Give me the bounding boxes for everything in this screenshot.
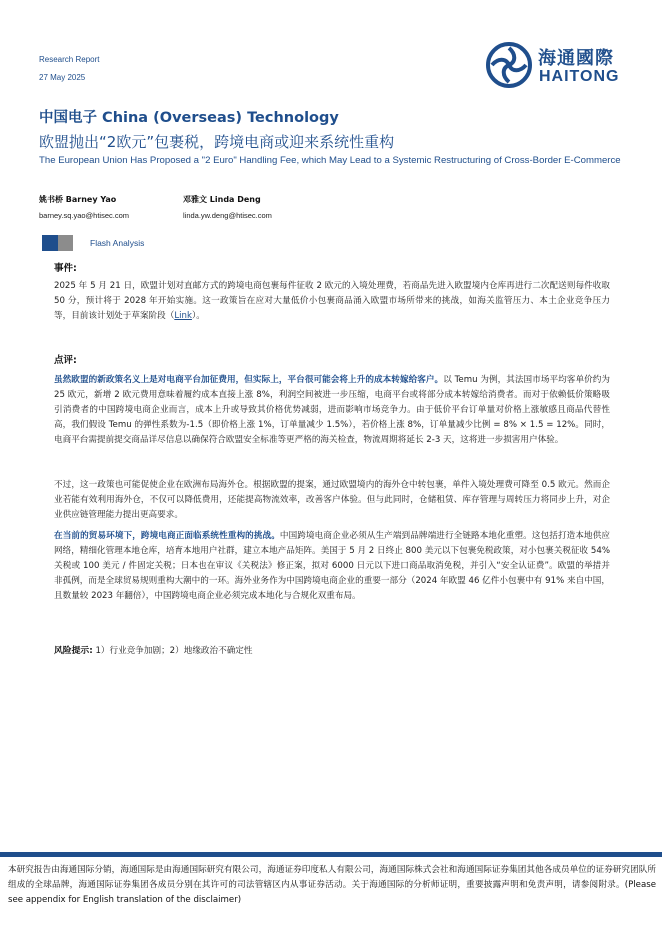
footer-disclaimer: 本研究报告由海通国际分销，海通国际是由海通国际研究有限公司，海通证券印度私人有限公司，海通国际株式会社和海通国际证券集团其他各成员单位的证券研究团队所组成的全球品牌，海通国际证券集团各成员分别在其许可的司法管辖区内从事证券活动。关于海通国际的分析师证明，重要披露声明和免责声明，请参阅附录。(Please see appendix for English translation of the disclaimer)	[8, 865, 656, 905]
author-1-name: 姚书桥 Barney Yao	[39, 195, 117, 204]
author-1-email[interactable]: barney.sq.yao@htisec.com	[39, 211, 130, 220]
event-label: 事件:	[54, 263, 77, 274]
event-link[interactable]: Link	[174, 311, 192, 321]
report-date: 27 May 2025	[39, 73, 86, 82]
footer-divider	[0, 852, 662, 857]
badge-dark-block	[42, 235, 58, 251]
haitong-logo	[486, 42, 636, 90]
risk-line	[54, 643, 252, 656]
report-type: Research Report	[39, 55, 100, 64]
comment-paragraph-3	[54, 529, 610, 604]
comment-paragraph-1	[54, 373, 610, 448]
logo-cn: 海通國際	[538, 48, 614, 69]
comment-paragraph-2	[54, 478, 610, 523]
author-2-email[interactable]: linda.yw.deng@htisec.com	[183, 211, 272, 220]
headline-en: The European Union Has Proposed a "2 Euro" Handling Fee, which May Lead to a Systemic Restructuring of Cross-Border E-Commerce	[39, 155, 621, 166]
logo-en: HAITONG	[539, 68, 620, 85]
event-text: 2025 年 5 月 21 日，欧盟计划对直邮方式的跨境电商包裹每件征收 2 欧元的入境处理费，若商品先进入欧盟境内仓库再进行二次配送则每件收取 50 分，预计将于 2028 年开始实施。这一政策旨在应对大量低价小包裹商品涌入欧盟市场所带来的挑战，如海关监管压力、本土企业竞争压力等，目前该计划处于草案阶段（	[54, 281, 610, 321]
comment-p1-bold: 虽然欧盟的新政策名义上是对电商平台加征费用，但实际上，平台很可能会将上升的成本转嫁给客户。	[54, 375, 444, 385]
badge-gray-block	[58, 235, 73, 251]
sector-title: 中国电子 China (Overseas) Technology	[39, 110, 339, 126]
comment-p3-bold: 在当前的贸易环境下，跨境电商正面临系统性重构的挑战。	[54, 531, 280, 541]
badge-label: Flash Analysis	[90, 238, 145, 248]
comment-p2-text: 不过，这一政策也可能促使企业在欧洲布局海外仓。根据欧盟的提案，通过欧盟境内的海外仓中转包裹，单件入境处理费可降至 0.5 欧元。然而企业若能有效利用海外仓，不仅可以降低费用，还能提高物流效率，改善客户体验。但与此同时，仓储租赁、库存管理与周转压力将同步上升，对企业供应链管理能力提出更高要求。	[54, 480, 610, 520]
headline-cn: 欧盟抛出“2欧元”包裹税，跨境电商或迎来系统性重构	[39, 133, 395, 151]
haitong-emblem-icon	[486, 42, 532, 88]
risk-text: 1）行业竞争加剧；2）地缘政治不确定性	[95, 646, 253, 656]
event-paragraph	[54, 279, 610, 324]
event-tail: ）。	[191, 311, 205, 321]
author-2-name: 邓雅文 Linda Deng	[183, 195, 261, 204]
comment-p1-text: 以 Temu 为例，其法国市场平均客单价约为 25 欧元，新增 2 欧元费用意味着履约成本直接上涨 8%，利润空间被进一步压缩，电商平台或将部分成本转嫁给消费者。而对于依赖低价策略吸引消费者的中国跨境电商企业而言，成本上升或导致其价格优势减弱，进而影响市场竞争力。由于低价平台订单量对价格上涨敏感且商品代替性高，我们假设 Temu 的弹性系数为-1.5（即价格上涨 1%，订单量减少 1.5%），若价格上涨 8%，订单量减少比例 = 8% × 1.5 = 12%。同时，电商平台需提前提交商品详尽信息以确保符合欧盟安全标准等更严格的海关检查，物流周期将延长 2-3 天，这将进一步损害用户体验。	[54, 375, 610, 445]
comment-label: 点评:	[54, 355, 77, 366]
comment-p3-text: 中国跨境电商企业必须从生产端到品牌端进行全链路本地化重塑。这包括打造本地供应网络，精细化管理本地仓库，培育本地用户社群，建立本地产品矩阵。美国于 5 月 2 日终止 800 美元以下包裹免税政策，对小包裹关税征收 54%关税或 100 美元 / 件固定关税；日本也在审议《关税法》修正案，拟对 6000 日元以下进口商品取消免税，并引入“安全认证费”。欧盟的举措并非孤例，而是全球贸易规则重构大潮中的一环。海外业务作为中国跨境电商企业的重要一部分（2024 年欧盟 46 亿件小包裹中有 91% 来自中国，且数量较 2023 年翻倍），中国跨境电商企业必须完成本地化与合规化双重布局。	[54, 531, 610, 601]
risk-label: 风险提示:	[54, 646, 93, 656]
